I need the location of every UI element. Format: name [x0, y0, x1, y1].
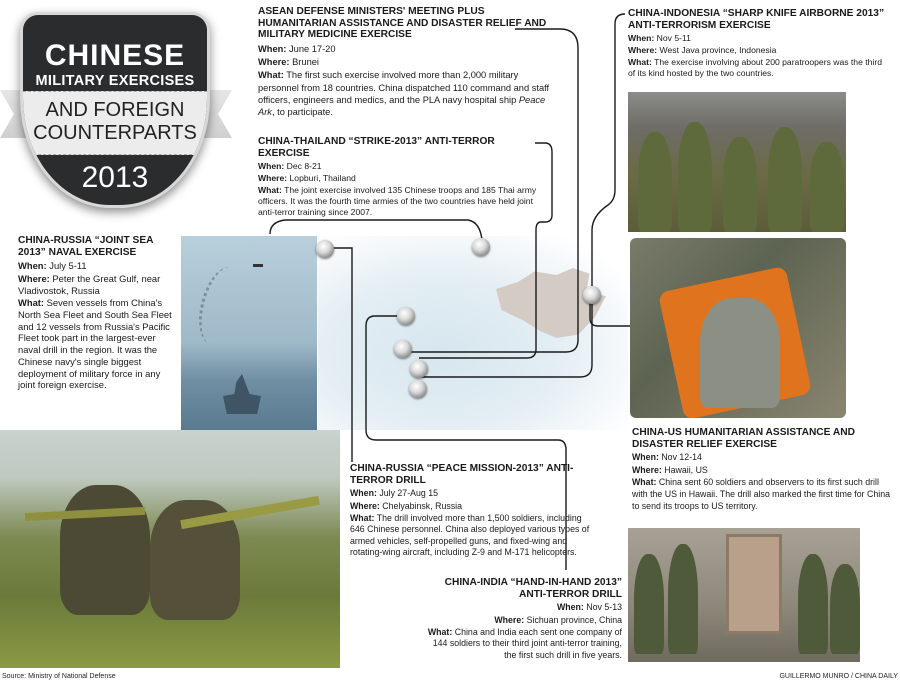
what-value: The exercise involving about 200 paratroopers was the third of its kind hosted by the two countries.	[628, 57, 882, 79]
aircraft	[253, 264, 263, 267]
when-label: When:	[18, 260, 47, 272]
what-label: What:	[427, 627, 453, 637]
where-value: Sichuan province, China	[526, 614, 622, 625]
soldier-figure	[634, 554, 664, 654]
pin-hawaii[interactable]	[583, 286, 601, 304]
soldier-figure	[830, 564, 860, 654]
exercise-asean	[258, 6, 558, 119]
when-value: Nov 5-11	[656, 33, 691, 44]
where-label: Where:	[258, 57, 290, 68]
when-value: Nov 5-13	[586, 602, 622, 613]
where-label: Where:	[258, 173, 288, 184]
when-label: When:	[556, 602, 584, 613]
when-label: When:	[632, 452, 659, 463]
exercise-title: CHINA-INDONESIA “SHARP KNIFE AIRBORNE 2013” ANTI-TERRORISM EXERCISE	[628, 8, 885, 31]
pin-thailand[interactable]	[394, 340, 412, 358]
pin-chelyabinsk[interactable]	[316, 240, 334, 258]
pin-brunei[interactable]	[410, 360, 428, 378]
what-value: The first such exercise involved more than 2,000 military personnel from 18 countries. China dispatched 110 command and staff officers, engineers and medics, and the PLA navy hospital ship	[258, 70, 550, 105]
exercise-title: CHINA-US HUMANITARIAN ASSISTANCE AND DISASTER RELIEF EXERCISE	[632, 427, 855, 450]
what-label: What:	[628, 57, 652, 68]
where-value: Brunei	[292, 57, 319, 68]
pin-indonesia[interactable]	[409, 380, 427, 398]
when-label: When:	[350, 488, 377, 499]
where-label: Where:	[494, 614, 525, 625]
soldier-figure	[723, 137, 757, 232]
pin-vladivostok[interactable]	[472, 238, 490, 256]
where-label: Where:	[350, 500, 380, 511]
what-value: The joint exercise involved 135 Chinese troops and 185 Thai army officers. It was the fourth time armies of the two countries have held joint anti-terror training since 2007.	[258, 185, 537, 218]
badge-year: 2013	[81, 161, 149, 194]
smoke-trail	[191, 262, 250, 350]
exercise-title: ASEAN DEFENSE MINISTERS' MEETING PLUS HUMANITARIAN ASSISTANCE AND DISASTER RELIEF AND MILITARY MEDICINE EXERCISE	[258, 6, 547, 41]
when-label: When:	[258, 43, 287, 54]
soldier-figure	[810, 142, 844, 232]
what-label: What:	[258, 185, 282, 196]
what-tail: , to participate.	[271, 107, 333, 118]
what-label: What:	[18, 297, 45, 309]
what-value: China sent 60 soldiers and observers to its first such drill with the US in Hawaii. The drill also marked the first time for China to send its troops to US territory.	[632, 477, 890, 511]
exercise-title: CHINA-RUSSIA “JOINT SEA 2013” NAVAL EXERCISE	[18, 235, 154, 258]
badge-line3: AND FOREIGN	[45, 99, 185, 121]
what-value: China and India each sent one company of 144 soldiers to their third joint anti-terror training, the first such drill in five years.	[432, 627, 622, 660]
exercise-india	[420, 577, 622, 661]
ghillie-soldiers-photo	[0, 430, 340, 668]
when-value: July 5-11	[49, 260, 87, 272]
author-credit: GUILLERMO MUNRO / CHINA DAILY	[779, 673, 898, 680]
where-value: Peter the Great Gulf, near Vladivostok, Russia	[18, 272, 161, 296]
where-label: Where:	[632, 464, 662, 475]
when-label: When:	[628, 33, 655, 44]
when-value: June 17-20	[289, 43, 336, 54]
ship-name: Peace Ark	[258, 94, 546, 118]
exercise-title: CHINA-RUSSIA “PEACE MISSION-2013” ANTI-TERROR DRILL	[350, 463, 574, 486]
badge-title: CHINESE	[44, 39, 186, 72]
doorway	[726, 534, 782, 634]
soldier-figure	[668, 544, 698, 654]
india-drill-photo	[628, 528, 860, 662]
badge-subtitle: MILITARY EXERCISES	[35, 73, 195, 89]
where-label: Where:	[628, 45, 658, 56]
soldier-figure	[60, 485, 150, 615]
what-value: The drill involved more than 1,500 soldiers, including 646 Chinese personnel. China also deployed various types of armed vehicles, self-propelled guns, and fixed-wing and rotating-wing aircraft, including Z-9 and M-171 helicopters.	[350, 513, 590, 558]
paratroopers-photo	[628, 92, 846, 232]
where-value: Chelyabinsk, Russia	[382, 500, 462, 511]
what-value: Seven vessels from China's North Sea Fleet and South Sea Fleet and 12 vessels from Russia's Pacific Fleet took part in the largest-ever naval drill in the region. It was the Chinese navy's single biggest deployment of military force in any joint foreign exercise.	[18, 297, 172, 391]
warship	[223, 374, 261, 414]
where-label: Where:	[18, 272, 50, 284]
soldier-figure	[638, 132, 672, 232]
title-badge	[20, 12, 210, 208]
soldier-figure	[678, 122, 712, 232]
disaster-relief-photo	[630, 238, 846, 418]
exercise-title: CHINA-INDIA “HAND-IN-HAND 2013” ANTI-TERROR DRILL	[444, 577, 622, 600]
exercise-thailand	[258, 136, 540, 218]
exercise-joint-sea	[18, 235, 176, 391]
where-value: Hawaii, US	[664, 464, 708, 475]
soldier-figure	[768, 127, 802, 232]
asia-pacific-map	[318, 236, 628, 430]
where-value: Lopburi, Thailand	[289, 173, 356, 184]
where-value: West Java province, Indonesia	[659, 45, 777, 56]
badge-line4: COUNTERPARTS	[33, 122, 197, 144]
exercise-peace-mission	[350, 463, 595, 559]
what-label: What:	[258, 70, 284, 81]
when-value: Dec 8-21	[286, 161, 322, 172]
when-value: Nov 12-14	[661, 452, 702, 463]
when-label: When:	[258, 161, 285, 172]
exercise-us	[632, 427, 894, 512]
soldier-figure	[798, 554, 828, 654]
source-credit: Source: Ministry of National Defense	[2, 673, 116, 680]
exercise-title: CHINA-THAILAND “STRIKE-2013” ANTI-TERROR EXERCISE	[258, 136, 495, 159]
naval-exercise-photo	[181, 236, 317, 430]
what-label: What:	[350, 513, 375, 523]
badge-band-text	[23, 99, 207, 145]
what-label: What:	[632, 477, 657, 488]
when-value: July 27-Aug 15	[379, 488, 439, 499]
pin-sichuan[interactable]	[397, 307, 415, 325]
casualty-figure	[700, 298, 780, 408]
exercise-indonesia	[628, 8, 888, 79]
